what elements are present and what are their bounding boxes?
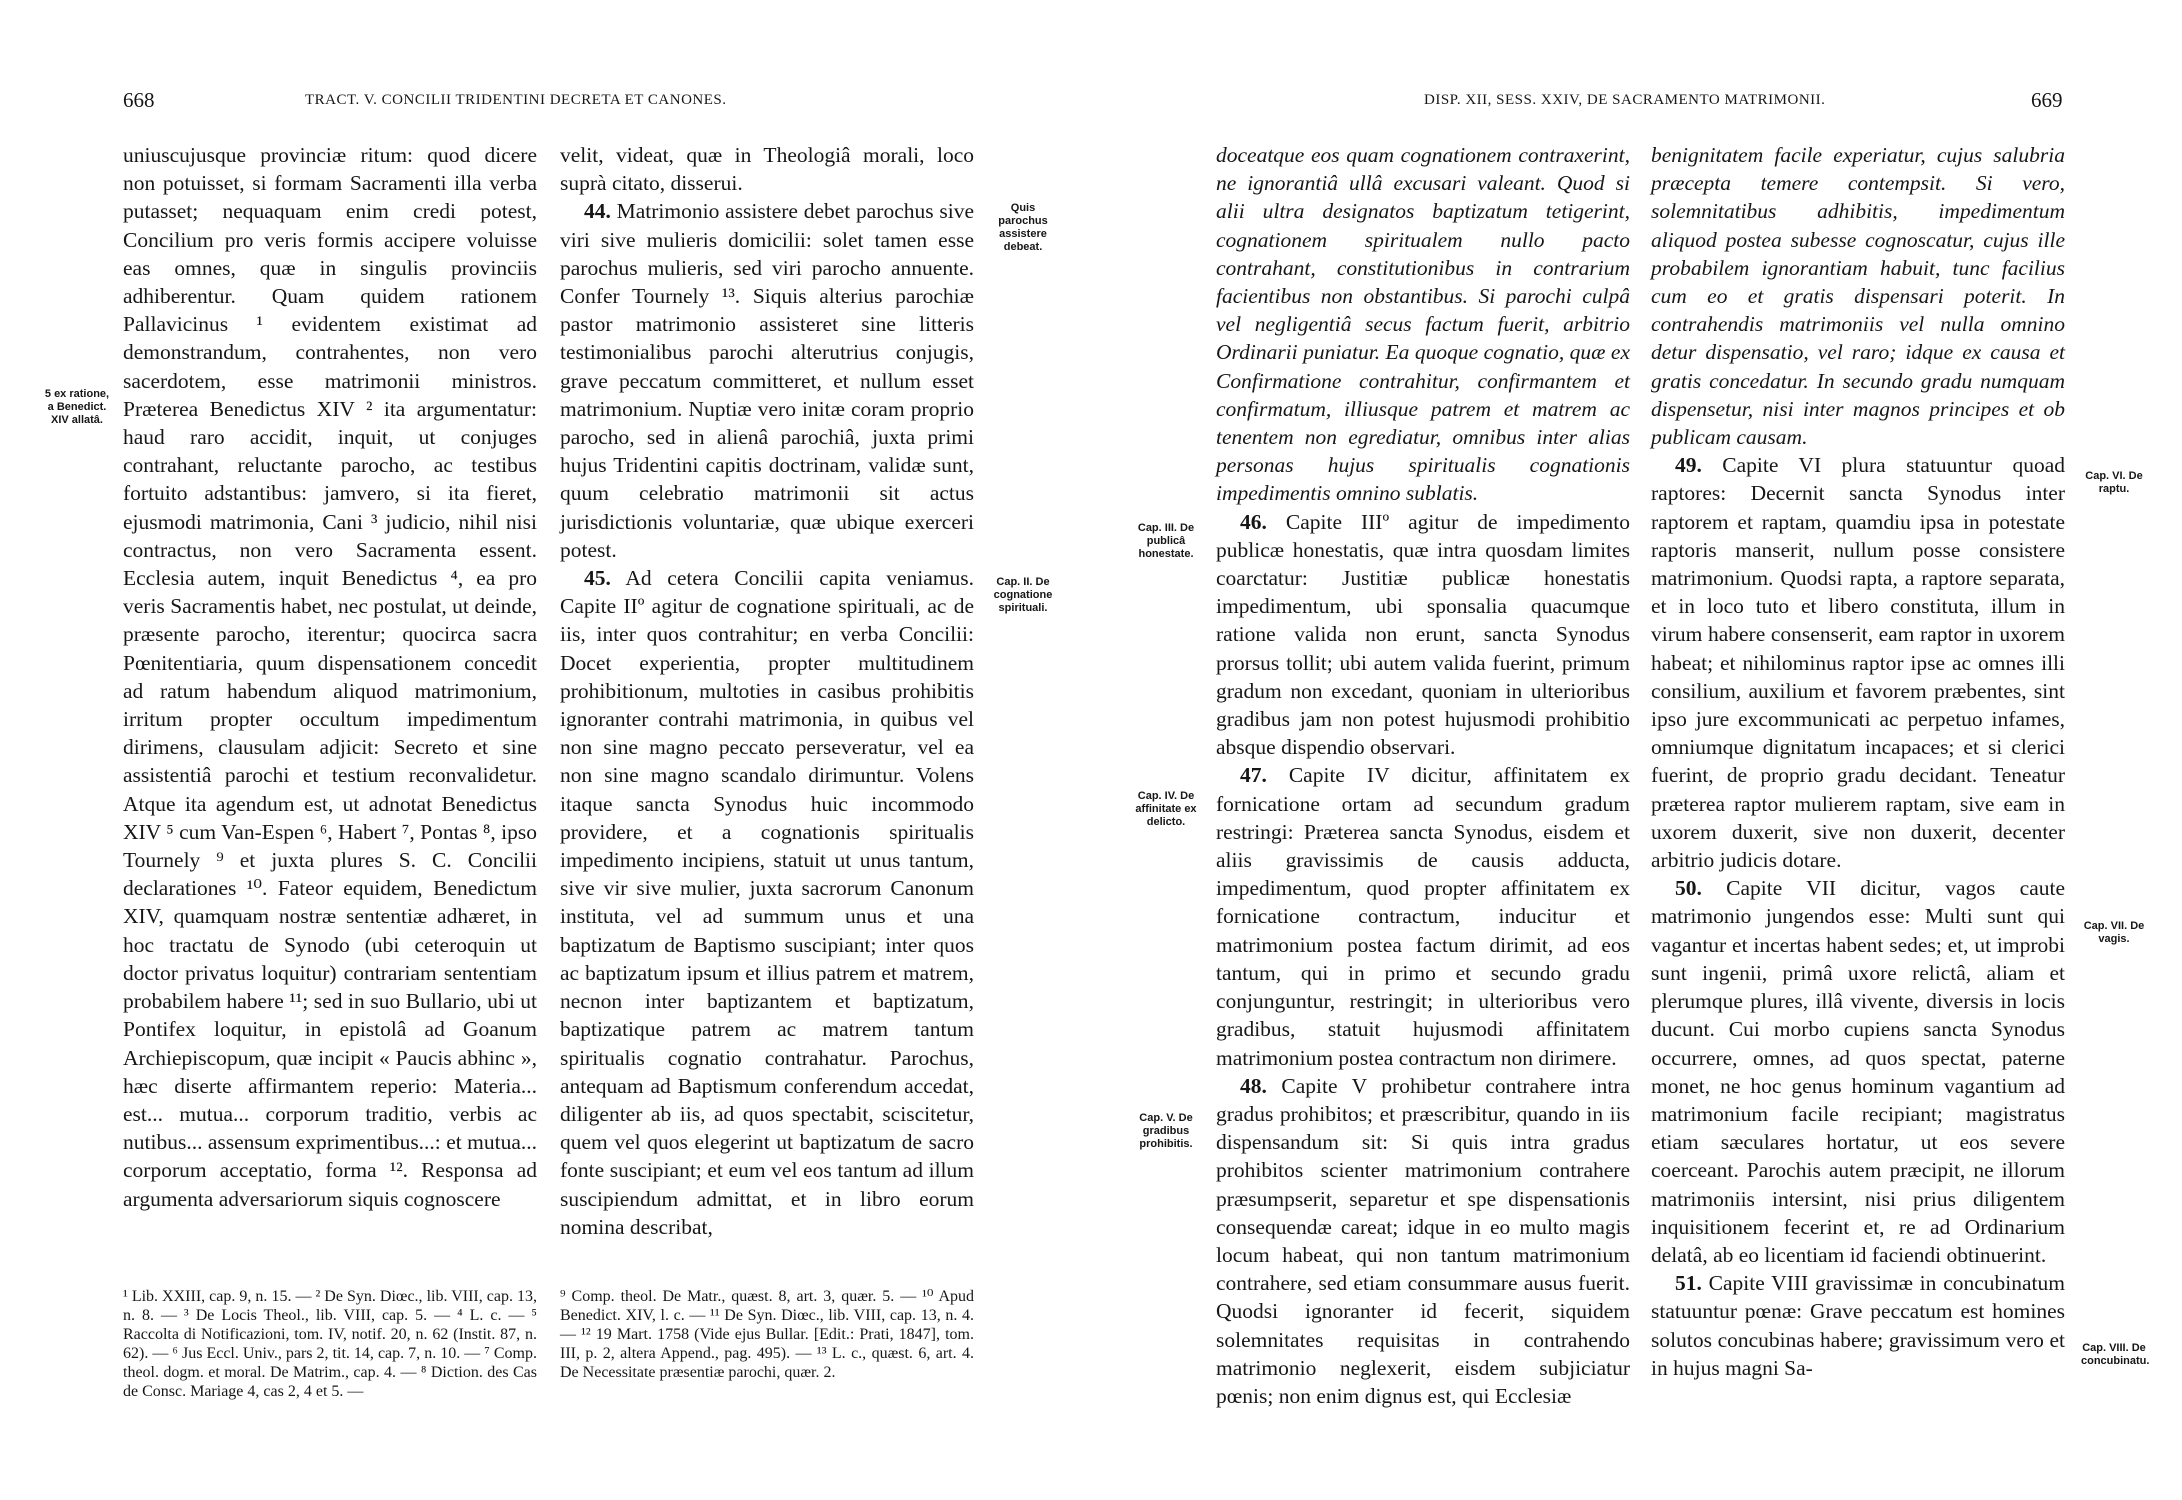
paragraph-number: 48.: [1240, 1073, 1267, 1098]
running-head: DISP. XII, SESS. XXIV, DE SACRAMENTO MATRIMONII.: [1424, 92, 1826, 108]
footnotes-left-2: ⁹ Comp. theol. De Matr., quæst. 8, art. 3, quær. 5. — ¹⁰ Apud Benedict. XIV, l. c. — ¹¹ De Syn. Diœc., lib. VIII, cap. 13, n. 4. — ¹² 19 Mart. 1758 (Vide ejus Bullar. [Edit.: Prati, 1847], tom. III, p. 2, altera Append., pag. 495). — ¹³ L. c., quæst. 6, art. 4. De Necessitate præsentiæ parochi, quær. 2.: [560, 1288, 974, 1381]
body-text: benignitatem facile experiatur, cujus salubria præcepta temere contempsit. Si vero, solemnitatibus adhibitis, impedimentum aliquod postea subesse cognoscatur, cujus ille probabilem ignorantiam habuit, tunc facilius cum eo et gratis dispensari poterit. In contrahendis matrimoniis vel nulla omnino detur dispensatio, vel raro; idque ex causa et gratis concedatur. In secundo gradu numquam dispensetur, nisi inter magnos principes et ob publicam causam.: [1651, 143, 2065, 450]
text-column-left-1: [123, 141, 537, 1213]
paragraph-number: 51.: [1675, 1271, 1702, 1296]
margin-note-cap7: Cap. VII. De vagis.: [2083, 920, 2145, 945]
footnotes-left-1: ¹ Lib. XXIII, cap. 9, n. 15. — ² De Syn. Diœc., lib. VIII, cap. 13, n. 8. — ³ De Locis Theol., lib. VIII, cap. 5. — ⁴ L. c. — ⁵ Raccolta di Notificazioni, tom. IV, notif. 20, n. 62 (Instit. 87, n. 62). — ⁶ Jus Eccl. Univ., pars 2, tit. 14, cap. 7, n. 10. — ⁷ Comp. theol. dogm. et moral. De Matrim., cap. 4. — ⁸ Diction. des Cas de Consc. Mariage 4, cas 2, 4 et 5. —: [123, 1288, 537, 1400]
text-column-right-2: [1651, 141, 2065, 1382]
paragraph-text: Capite VI plura statuuntur quoad raptores: Decernit sancta Synodus inter raptorem et raptam, quamdiu ipsa in potestate raptoris manserit, nullum posse consistere matrimonium. Quodsi rapta, a raptore separata, et in loco tuto et libero constituta, illum in virum habere consenserit, eam raptor in uxorem habeat; et nihilominus raptor ipse ac omnes illi consilium, auxilium et favorem præbentes, sint ipso jure excommunicati ac perpetuo infames, omniumque dignitatum incapaces; et si clerici fuerint, de proprio gradu decidant. Teneatur præterea raptor mulierem raptam, sive eam in uxorem duxerit, sive non duxerit, decenter arbitrio judicis dotare.: [1651, 453, 2065, 873]
margin-note-cap3: Cap. III. De publicâ honestate.: [1137, 522, 1195, 560]
body-text: doceatque eos quam cognationem contraxerint, ne ignorantiâ ullâ excusari valeant. Quod si alii ultra designatos baptizatum tetigerint, cognationem spiritualem nullo pacto contrahant, constitutionibus in contrarium facientibus non obstantibus. Si parochi culpâ vel negligentiâ secus factum fuerit, arbitrio Ordinarii puniatur. Ea quoque cognatio, quæ ex Confirmatione contrahitur, confirmantem et confirmatum, illiusque patrem et matrem ac tenentem non egrediatur, omnibus inter alias personas hujus spiritualis cognationis impedimentis omnino sublatis.: [1216, 143, 1630, 506]
margin-note-cap5: Cap. V. De gradibus prohibitis.: [1139, 1112, 1193, 1150]
page-number: 668: [123, 88, 155, 112]
paragraph-45: [560, 564, 974, 1241]
paragraph-number: 45.: [584, 566, 611, 591]
paragraph-50: [1651, 874, 2065, 1269]
text-column-left-2: [560, 141, 974, 1241]
paragraph-47: [1216, 761, 1630, 1071]
paragraph-text: Capite VIII gravissimæ in concubinatum statuuntur pœnæ: Grave peccatum est homines solutos concubinas habere; gravissimum vero et in hujus magni Sa-: [1651, 1271, 2065, 1380]
paragraph-text: Capite IIIº agitur de impedimento publicæ honestatis, quæ intra quosdam limites coarctatur: Justitiæ publicæ honestatis impedimentum, ubi sponsalia quacumque ratione valida non erunt, sancta Synodus prorsus tollit; ubi autem valida fuerint, primum gradum non excedant, quoniam in ulterioribus gradibus jam non potest hujusmodi prohibitio absque dispendio observari.: [1216, 509, 1630, 760]
margin-note-cap6: Cap. VI. De raptu.: [2085, 470, 2143, 495]
margin-note-ratione: 5 ex ratione, a Benedict. XIV allatâ.: [44, 388, 110, 426]
body-text: uniuscujusque provinciæ ritum: quod dicere non potuisset, si formam Sacramenti illa verba putasset; nequaquam enim credi potest, Concilium pro veris formis accipere voluisse eas omnes, quæ in singulis provinciis adhiberentur. Quam quidem rationem Pallavicinus ¹ evidentem existimat ad demonstrandum, contrahentes, non vero sacerdotem, esse matrimonii ministros. Præterea Benedictus XIV ² ita argumentatur: haud raro accidit, inquit, ut conjuges contrahant, reluctante parocho, ac testibus fortuito adstantibus: jamvero, si ita fieret, ejusmodi matrimonia, Cani ³ judicio, nihil nisi contractus, non vero Sacramenta essent. Ecclesia autem, inquit Benedictus ⁴, ea pro veris Sacramentis habet, nec postulat, ut deinde, præsente parocho, iterentur; quocirca sacra Pœnitentiaria, quum dispensationem concedit ad ratum habendum aliquod matrimonium, irritum propter occultum impedimentum dirimens, clausulam adjicit: Secreto et sine assistentiâ parochi et testium reconvalidetur. Atque ita agendum est, ut adnotat Benedictus XIV ⁵ cum Van-Espen ⁶, Habert ⁷, Pontas ⁸, ipso Tournely ⁹ et juxta plures S. C. Concilii declarationes ¹⁰. Fateor equidem, Benedictum XIV, quamquam nostræ sententiæ adhæret, in hoc tractatu de Synodo (ubi ceteroquin ut doctor privatus loquitur) contrariam sententiam probabilem habere ¹¹; sed in suo Bullario, ubi ut Pontifex loquitur, in epistolâ ad Goanum Archiepiscopum, quæ incipit « Paucis abhinc », hæc diserte affirmantem reperio: Materia... est... mutua... corporum traditio, verbis ac nutibus... assensum exprimentibus...: et mutua... corporum acceptatio, forma ¹². Responsa ad argumenta adversariorum siquis cognoscere: [123, 143, 537, 1211]
paragraph-48: [1216, 1072, 1630, 1410]
paragraph-number: 44.: [584, 199, 611, 224]
page-number: 669: [2031, 88, 2063, 112]
paragraph-text: Capite IV dicitur, affinitatem ex fornicatione ortam ad secundum gradum restringi: Præterea sancta Synodus, eisdem et aliis gravissimis de causis adducta, impedimentum, quod propter affinitatem ex fornicatione contractum, inducitur et matrimonium postea factum dirimit, ad eos tantum, qui in primo et secundo gradu conjunguntur, restringit; in ulterioribus vero gradibus, statuit hujusmodi affinitatem matrimonium postea contractum non dirimere.: [1216, 763, 1630, 1070]
running-head: TRACT. V. CONCILII TRIDENTINI DECRETA ET CANONES.: [305, 92, 727, 108]
right-page: [1091, 0, 2182, 1500]
margin-note-parochus: Quis parochus assistere debeat.: [998, 202, 1048, 253]
paragraph-number: 50.: [1675, 876, 1702, 901]
paragraph-46: [1216, 508, 1630, 762]
paragraph-number: 46.: [1240, 509, 1267, 534]
paragraph-44: [560, 197, 974, 564]
margin-note-cap8: Cap. VIII. De concubinatu.: [2081, 1342, 2150, 1367]
body-text: velit, videat, quæ in Theologiâ morali, loco suprà citato, disserui.: [560, 143, 974, 196]
paragraph-text: Matrimonio assistere debet parochus sive viri sive mulieris domicilii: solet tamen esse parochus mulieris, sed viri parocho annuente. Confer Tournely ¹³. Siquis alterius parochiæ pastor matrimonio assisteret sine litteris testimonialibus parochi alterutrius conjugis, grave peccatum committeret, et nullum esset matrimonium. Nuptiæ vero initæ coram proprio parocho, sed in alienâ parochiâ, juxta primi hujus Tridentini capitis doctrinam, validæ sunt, quum celebratio matrimonii sit actus jurisdictionis voluntariæ, quæ ubique exerceri potest.: [560, 199, 975, 562]
paragraph-49: [1651, 451, 2065, 874]
paragraph-number: 49.: [1675, 453, 1702, 478]
paragraph-text: Capite VII dicitur, vagos caute matrimonio jungendos esse: Multi sunt qui vagantur et incertas habent sedes; et, ut improbi sunt ingenii, primâ uxore relictâ, aliam et plerumque plures, illâ vivente, diversis in locis ducunt. Cui morbo cupiens sancta Synodus occurrere, omnes, ad quos spectat, paterne monet, ne hoc genus hominum vagantium ad matrimonium facile recipiant; magistratus etiam sæculares hortatur, ut eos severe coerceant. Parochis autem præcipit, ne illorum matrimoniis intersint, nisi prius diligentem inquisitionem fecerint et, re ad Ordinarium delatâ, ab eo licentiam id faciendi obtinuerint.: [1651, 876, 2065, 1267]
margin-note-cap4: Cap. IV. De affinitate ex delicto.: [1135, 790, 1197, 828]
margin-note-cap2: Cap. II. De cognatione spirituali.: [993, 576, 1053, 614]
text-column-right-1: [1216, 141, 1630, 1410]
paragraph-text: Capite V prohibetur contrahere intra gradus prohibitos; et præscribitur, quando in iis dispensandum sit: Si quis intra gradus prohibitos scienter matrimonium contrahere præsumpserit, separetur et spe dispensationis consequendæ careat; idque in eo multo magis locum habeat, qui non tantum matrimonium contrahere, sed etiam consummare ausus fuerit. Quodsi ignoranter id fecerit, siquidem solemnitates requisitas in contrahendo matrimonio neglexerit, eisdem subjiciatur pœnis; non enim dignus est, qui Ecclesiæ: [1216, 1073, 1630, 1408]
paragraph-text: Ad cetera Concilii capita veniamus. Capite IIº agitur de cognatione spirituali, ac de iis, inter quos contrahitur; en verba Concilii: Docet experientia, propter multitudinem prohibitionum, multoties in casibus prohibitis ignoranter contrahi matrimonia, in quibus vel non sine magno peccato perseveratur, vel ea non sine magno scandalo dirimuntur. Volens itaque sancta Synodus huic incommodo providere, et a cognationis spiritualis impedimento incipiens, statuit ut unus tantum, sive vir sive mulier, juxta sacrorum Canonum instituta, vel ad summum unus et una baptizatum de Baptismo suscipiant; inter quos ac baptizatum ipsum et illius patrem et matrem, necnon inter baptizantem et baptizatum, baptizatique patrem ac matrem tantum spiritualis cognatio contrahatur. Parochus, antequam ad Baptismum conferendum accedat, diligenter ab iis, ad quos spectabit, sciscitetur, quem vel quos elegerint ut baptizatum de sacro fonte suscipiant; et eum vel eos tantum ad illum suscipiendum admittat, et in libro eorum nomina describat,: [560, 566, 974, 1239]
paragraph-number: 47.: [1240, 763, 1267, 788]
paragraph-51: [1651, 1269, 2065, 1382]
